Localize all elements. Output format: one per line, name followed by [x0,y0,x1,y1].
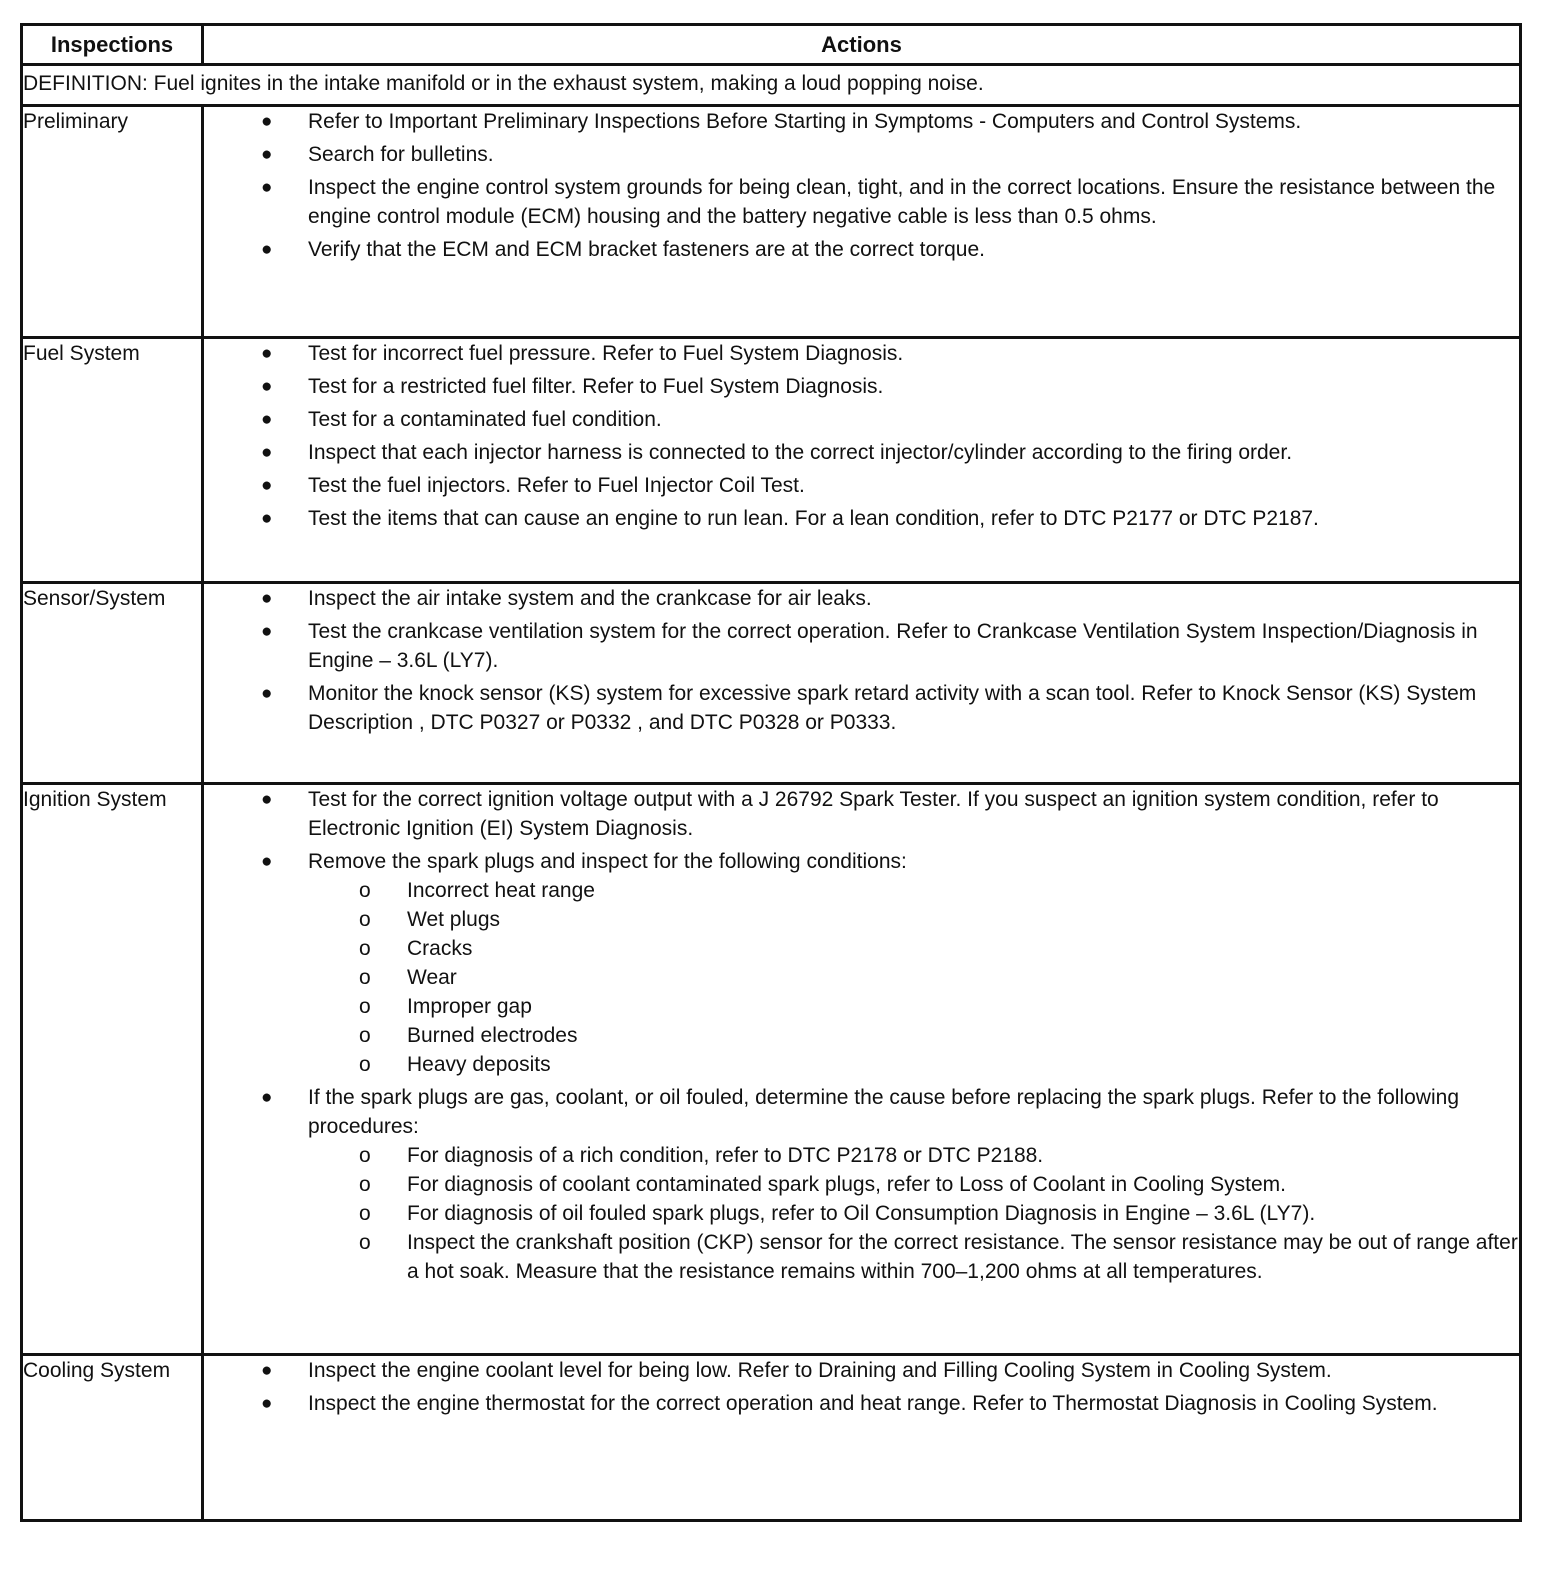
circle-bullet-icon: o [359,1053,371,1076]
action-list [204,1356,1519,1418]
inspection-label: Cooling System [22,1355,203,1521]
sub-text: Heavy deposits [407,1053,551,1076]
definition-row [22,65,1521,106]
actions-cell [203,583,1521,784]
action-text: Remove the spark plugs and inspect for the following conditions: [308,850,907,873]
list-item [204,140,1519,169]
sub-list-item [308,1228,1519,1286]
sub-list-item [308,1199,1519,1228]
action-text: Test the fuel injectors. Refer to Fuel Injector Coil Test. [308,474,805,497]
bullet-icon: ● [261,475,273,496]
sub-list-item [308,876,1519,905]
inspection-label: Fuel System [22,338,203,583]
sub-list-item [308,1170,1519,1199]
table-row-ignition-system [22,784,1521,1355]
action-list [204,584,1519,737]
circle-bullet-icon: o [359,1024,371,1047]
sub-list-item [308,1050,1519,1079]
list-item [204,679,1519,737]
circle-bullet-icon: o [359,995,371,1018]
inspection-label: Preliminary [22,106,203,338]
sub-list-item [308,905,1519,934]
bullet-icon: ● [261,588,273,609]
list-item [204,1389,1519,1418]
bullet-icon: ● [261,1393,273,1414]
list-item [204,504,1519,533]
header-inspections: Inspections [22,25,203,65]
bullet-icon: ● [261,111,273,132]
table-row-preliminary [22,106,1521,338]
actions-cell [203,1355,1521,1521]
table-row-fuel-system [22,338,1521,583]
action-text: Test for the correct ignition voltage output with a J 26792 Spark Tester. If you suspect an ignition system condition, refer to Electronic Ignition (EI) System Diagnosis. [308,788,1439,840]
sub-text: Incorrect heat range [407,879,595,902]
bullet-icon: ● [261,442,273,463]
list-item [204,405,1519,434]
bullet-icon: ● [261,1087,273,1108]
bullet-icon: ● [261,508,273,529]
circle-bullet-icon: o [359,879,371,902]
action-text: Inspect the air intake system and the crankcase for air leaks. [308,587,872,610]
action-text: Inspect the engine coolant level for being low. Refer to Draining and Filling Cooling System in Cooling System. [308,1359,1332,1382]
action-text: Test for a contaminated fuel condition. [308,408,662,431]
sub-list [308,876,1519,1079]
list-item [204,584,1519,613]
list-item [204,339,1519,368]
list-item [204,235,1519,264]
action-text: Refer to Important Preliminary Inspections Before Starting in Symptoms - Computers and Control Systems. [308,110,1302,133]
bullet-icon: ● [261,376,273,397]
list-item [204,617,1519,675]
action-text: If the spark plugs are gas, coolant, or oil fouled, determine the cause before replacing the spark plugs. Refer to the following procedures: [308,1086,1460,1138]
action-text: Search for bulletins. [308,143,494,166]
actions-cell [203,338,1521,583]
actions-cell [203,106,1521,338]
sub-text: Inspect the crankshaft position (CKP) sensor for the correct resistance. The sensor resistance may be out of range after a hot soak. Measure that the resistance remains within 700–1,200 ohms at all temperatures. [407,1231,1518,1283]
list-item [204,847,1519,1079]
circle-bullet-icon: o [359,1202,371,1225]
action-list [204,339,1519,533]
sub-text: Cracks [407,937,473,960]
bullet-icon: ● [261,343,273,364]
actions-cell [203,784,1521,1355]
list-item [204,1083,1519,1286]
sub-list [308,1141,1519,1286]
sub-list-item [308,992,1519,1021]
bullet-icon: ● [261,409,273,430]
sub-text: For diagnosis of a rich condition, refer to DTC P2178 or DTC P2188. [407,1144,1044,1167]
sub-list-item [308,1021,1519,1050]
bullet-icon: ● [261,851,273,872]
circle-bullet-icon: o [359,1144,371,1167]
circle-bullet-icon: o [359,1173,371,1196]
list-item [204,1356,1519,1385]
action-text: Test for incorrect fuel pressure. Refer to Fuel System Diagnosis. [308,342,904,365]
list-item [204,438,1519,467]
sub-list-item [308,1141,1519,1170]
action-text: Monitor the knock sensor (KS) system for excessive spark retard activity with a scan tool. Refer to Knock Sensor (KS) System Description , DTC P0327 or P0332 , and DTC P0328 or P0333. [308,682,1477,734]
sub-text: For diagnosis of coolant contaminated spark plugs, refer to Loss of Coolant in Cooling System. [407,1173,1286,1196]
table-row-cooling-system [22,1355,1521,1521]
action-text: Inspect that each injector harness is connected to the correct injector/cylinder according to the firing order. [308,441,1293,464]
diagnostic-table [20,23,1522,1522]
action-list [204,785,1519,1286]
sub-list-item [308,934,1519,963]
action-text: Verify that the ECM and ECM bracket fasteners are at the correct torque. [308,238,985,261]
sub-text: For diagnosis of oil fouled spark plugs, refer to Oil Consumption Diagnosis in Engine – 3.6L (LY7). [407,1202,1316,1225]
sub-text: Wet plugs [407,908,500,931]
list-item [204,785,1519,843]
bullet-icon: ● [261,1360,273,1381]
list-item [204,173,1519,231]
bullet-icon: ● [261,621,273,642]
header-row [22,25,1521,65]
definition-text: DEFINITION: Fuel ignites in the intake manifold or in the exhaust system, making a loud popping noise. [22,65,1521,106]
bullet-icon: ● [261,177,273,198]
circle-bullet-icon: o [359,966,371,989]
header-actions: Actions [203,25,1521,65]
circle-bullet-icon: o [359,1231,371,1254]
list-item [204,107,1519,136]
bullet-icon: ● [261,239,273,260]
bullet-icon: ● [261,789,273,810]
table-row-sensor-system [22,583,1521,784]
circle-bullet-icon: o [359,908,371,931]
sub-text: Wear [407,966,457,989]
action-text: Test for a restricted fuel filter. Refer to Fuel System Diagnosis. [308,375,884,398]
sub-text: Improper gap [407,995,532,1018]
list-item [204,372,1519,401]
bullet-icon: ● [261,683,273,704]
list-item [204,471,1519,500]
action-text: Test the items that can cause an engine to run lean. For a lean condition, refer to DTC P2177 or DTC P2187. [308,507,1319,530]
circle-bullet-icon: o [359,937,371,960]
sub-text: Burned electrodes [407,1024,578,1047]
inspection-label: Sensor/System [22,583,203,784]
action-text: Test the crankcase ventilation system for the correct operation. Refer to Crankcase Ventilation System Inspection/Diagnosis in Engine – 3.6L (LY7). [308,620,1478,672]
bullet-icon: ● [261,144,273,165]
action-text: Inspect the engine control system grounds for being clean, tight, and in the correct locations. Ensure the resistance between the engine control module (ECM) housing and the battery negative cable is less than 0.5 ohms. [308,176,1496,228]
inspection-label: Ignition System [22,784,203,1355]
sub-list-item [308,963,1519,992]
action-list [204,107,1519,264]
action-text: Inspect the engine thermostat for the correct operation and heat range. Refer to Thermostat Diagnosis in Cooling System. [308,1392,1438,1415]
